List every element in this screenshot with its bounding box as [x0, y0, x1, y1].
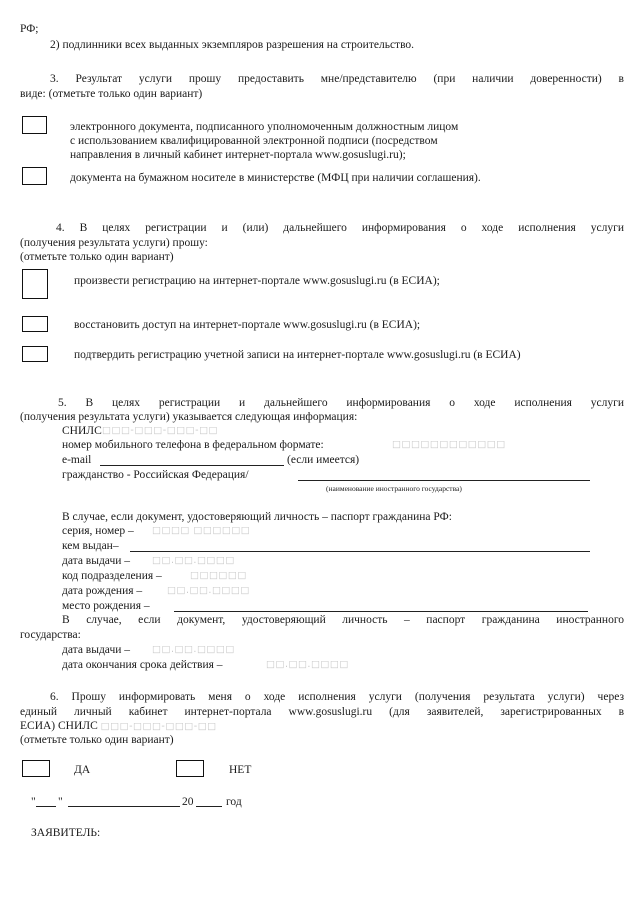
rf-line: РФ;: [20, 23, 39, 35]
snils-label: СНИЛС: [62, 425, 102, 437]
email-label: e-mail: [62, 454, 92, 466]
no-label: НЕТ: [229, 764, 252, 776]
series-cells[interactable]: □□□□ □□□□□□: [152, 525, 251, 536]
series-label: серия, номер –: [62, 525, 134, 537]
section6-line2: единый личный кабинет интернет-портала www.gosuslugi.ru (для заявителей, зарегистрированных в: [20, 706, 624, 718]
section5-heading-line1: 5. В целях регистрации и дальнейшего информирования о ходе исполнения услуги: [58, 397, 624, 409]
issued-by-field[interactable]: [130, 551, 590, 552]
foreign-expiry-label: дата окончания срока действия –: [62, 659, 223, 671]
section4-heading-line2: (получения результата услуги) прошу:: [20, 237, 208, 249]
birth-place-label: место рождения –: [62, 600, 150, 612]
dept-code-cells[interactable]: □□□□□□: [190, 570, 247, 581]
section3-heading-line1: 3. Результат услуги прошу предоставить мне/представителю (при наличии доверенности) в: [50, 73, 624, 85]
no-checkbox[interactable]: [176, 760, 204, 777]
register-label: произвести регистрацию на интернет-портале www.gosuslugi.ru (в ЕСИА);: [74, 275, 440, 287]
register-checkbox[interactable]: [22, 269, 48, 299]
result-electronic-checkbox[interactable]: [22, 116, 47, 134]
phone-label: номер мобильного телефона в федеральном формате:: [62, 439, 324, 451]
citizenship-label: гражданство - Российская Федерация/: [62, 469, 249, 481]
section4-heading-line3: (отметьте только один вариант): [20, 251, 174, 263]
result-paper-checkbox[interactable]: [22, 167, 47, 185]
snils-cells[interactable]: □□□-□□□-□□□-□□: [102, 425, 219, 436]
section6-line1: 6. Прошу информировать меня о ходе исполнения услуги (получения результата услуги) через: [50, 691, 624, 703]
date-quote-open: ": [31, 796, 36, 808]
citizenship-field[interactable]: [298, 480, 590, 481]
foreign-expiry-cells[interactable]: □□.□□.□□□□: [266, 659, 349, 670]
section5-heading-line2: (получения результата услуги) указывается следующая информация:: [20, 411, 358, 423]
result-paper-label: документа на бумажном носителе в министерстве (МФЦ при наличии соглашения).: [70, 172, 481, 184]
foreign-passport-line1: В случае, если документ, удостоверяющий личность – паспорт гражданина иностранного: [62, 614, 624, 626]
applicant-label: ЗАЯВИТЕЛЬ:: [31, 827, 101, 839]
section6-line4: (отметьте только один вариант): [20, 734, 174, 746]
date-day-field[interactable]: [36, 806, 56, 807]
section6-line3: [20, 719, 217, 733]
section6-snils-cells[interactable]: □□□-□□□-□□□-□□: [100, 721, 217, 732]
result-electronic-line1: электронного документа, подписанного уполномоченным должностным лицом: [70, 121, 459, 133]
birth-place-field[interactable]: [174, 611, 588, 612]
result-electronic-line2: с использованием квалифицированной электронной подписи (посредством: [70, 135, 438, 147]
section6-snils-prefix: ЕСИА) СНИЛС: [20, 720, 98, 732]
confirm-registration-label: подтвердить регистрацию учетной записи на интернет-портале www.gosuslugi.ru (в ЕСИА): [74, 349, 521, 361]
yes-checkbox[interactable]: [22, 760, 50, 777]
originals-line: 2) подлинники всех выданных экземпляров разрешения на строительство.: [50, 39, 415, 51]
foreign-issue-cells[interactable]: □□.□□.□□□□: [152, 644, 235, 655]
date-year-suffix: год: [226, 796, 242, 808]
issued-by-label: кем выдан–: [62, 540, 119, 552]
rf-passport-line: В случае, если документ, удостоверяющий личность – паспорт гражданина РФ:: [62, 511, 452, 523]
section4-heading-line1: 4. В целях регистрации и (или) дальнейшего информирования о ходе исполнения услуги: [56, 222, 624, 234]
dept-code-label: код подразделения –: [62, 570, 162, 582]
foreign-passport-line2: государства:: [20, 629, 81, 641]
birth-date-cells[interactable]: □□.□□.□□□□: [167, 585, 250, 596]
date-quote-close: ": [58, 796, 63, 808]
issue-date-cells[interactable]: □□.□□.□□□□: [152, 555, 235, 566]
date-year-field[interactable]: [196, 806, 222, 807]
issue-date-label: дата выдачи –: [62, 555, 131, 567]
restore-access-checkbox[interactable]: [22, 316, 48, 332]
email-field[interactable]: [100, 465, 284, 466]
citizenship-note: (наименование иностранного государства): [326, 484, 462, 493]
email-note: (если имеется): [287, 454, 360, 466]
restore-access-label: восстановить доступ на интернет-портале www.gosuslugi.ru (в ЕСИА);: [74, 319, 421, 331]
yes-label: ДА: [74, 764, 91, 776]
date-year-prefix: 20: [182, 796, 194, 808]
date-month-field[interactable]: [68, 806, 180, 807]
result-electronic-line3: направления в личный кабинет интернет-портала www.gosuslugi.ru);: [70, 149, 406, 161]
birth-date-label: дата рождения –: [62, 585, 143, 597]
foreign-issue-label: дата выдачи –: [62, 644, 131, 656]
phone-cells[interactable]: □□□□□□□□□□□□: [392, 439, 506, 450]
confirm-registration-checkbox[interactable]: [22, 346, 48, 362]
section3-heading-line2: виде: (отметьте только один вариант): [20, 88, 203, 100]
